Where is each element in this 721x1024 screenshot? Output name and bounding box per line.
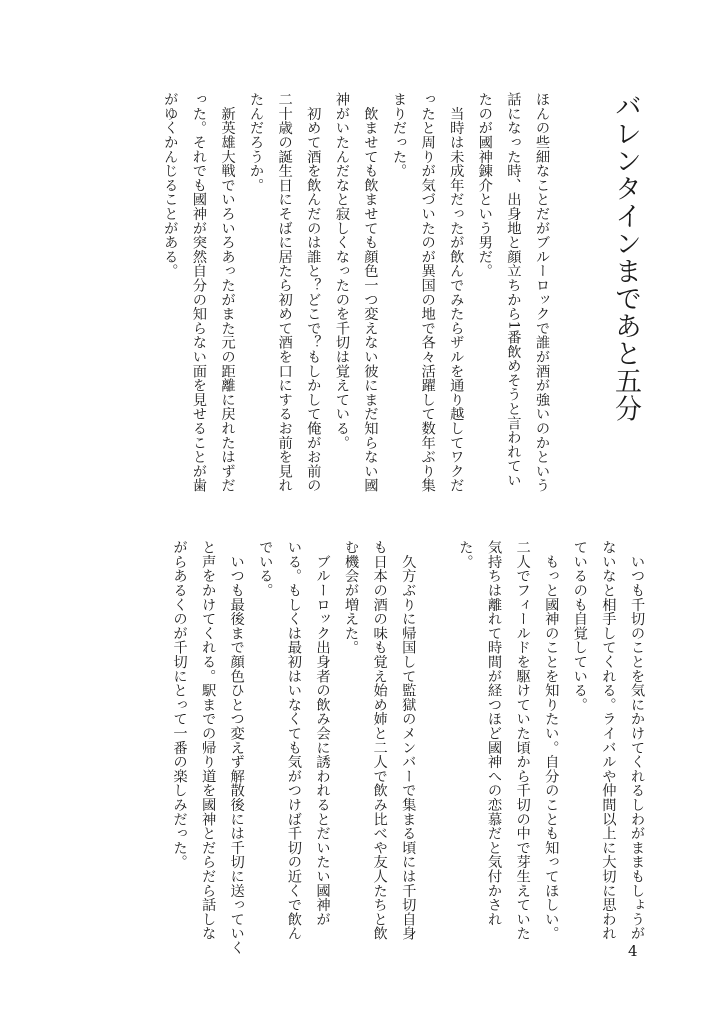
blank-line <box>422 540 451 940</box>
text-line: もっと國神のことを知りたい。自分のことも知ってほしい。 <box>543 540 560 941</box>
text-line: と声をかけてくれる。駅までの帰り道を國神とだらだら話しな <box>200 540 217 941</box>
text-line: た。 <box>457 540 474 569</box>
page-number: 4 <box>628 942 638 960</box>
text-line: 神がいたんだなと寂しくなったのを千切は覚えている。 <box>333 92 350 450</box>
text-line: 初めて酒を飲んだのは誰と？どこで？もしかして俺がお前の <box>305 92 322 493</box>
text-line: 飲ませても飲ませても顔色一つ変えない彼にまだ知らない國 <box>362 92 379 493</box>
lower-text-column <box>165 540 651 955</box>
text-line: たんだろうか。 <box>248 92 265 193</box>
text-line: 気持ちは離れて時間が経つほど國神への恋慕だと気付かされ <box>486 540 503 927</box>
text-line: 話になった時、出身地と顔立ちから1番飲めそうと言われてい <box>505 92 522 488</box>
text-line: いつも千切のことを気にかけてくれるしわがままもしょうが <box>629 540 645 941</box>
text-line: も日本の酒の味も覚え始め姉と二人で飲み比べや友人たちと飲 <box>371 540 388 941</box>
text-line: いつも最後まで顔色ひとつ変えず解散後には千切に送っていく <box>228 540 245 955</box>
text-line: 久方ぶりに帰国して監獄のメンバーで集まる頃には千切自身 <box>400 540 417 941</box>
text-line: 二十歳の誕生日にそばに居たら初めて酒を口にするお前を見れ <box>276 92 293 493</box>
text-line: ほんの些細なことだがブルーロックで誰が酒が強いのかという <box>534 92 550 493</box>
text-line: ブルーロック出身者の飲み会に誘われるとだいたい國神が <box>314 540 331 927</box>
upper-text-column <box>156 92 556 492</box>
text-line: まりだった。 <box>391 92 408 178</box>
text-line: がゆくかんじることがある。 <box>162 92 179 278</box>
text-line: 当時は未成年だったが飲んでみたらザルを通り越してワクだ <box>448 92 465 493</box>
text-line: 新英雄大戦でいろいろあったがまた元の距離に戻れたはずだ <box>219 92 236 493</box>
text-line: ないなと相手してくれる。ライバルや仲間以上に大切に思われ <box>600 540 617 941</box>
text-line: む機会が増えた。 <box>343 540 360 655</box>
chapter-title: バレンタインまであと五分 <box>610 92 641 422</box>
text-line: 二人でフィールドを駆けていた頃から千切の中で芽生えていた <box>514 540 531 941</box>
text-line: でいる。 <box>257 540 274 598</box>
text-line: ったと周りが気づいたのが異国の地で各々活躍して数年ぶり集 <box>419 92 436 493</box>
text-line: たのが國神錬介という男だ。 <box>476 92 493 278</box>
text-line: がらあるくのが千切にとって一番の楽しみだった。 <box>171 540 188 869</box>
text-line: いる。もしくは最初はいなくても気がつけば千切の近くで飲ん <box>285 540 302 941</box>
text-line: ているのも自覚している。 <box>571 540 588 712</box>
text-line: った。それでも國神が突然自分の知らない面を見せることが歯 <box>190 92 207 493</box>
